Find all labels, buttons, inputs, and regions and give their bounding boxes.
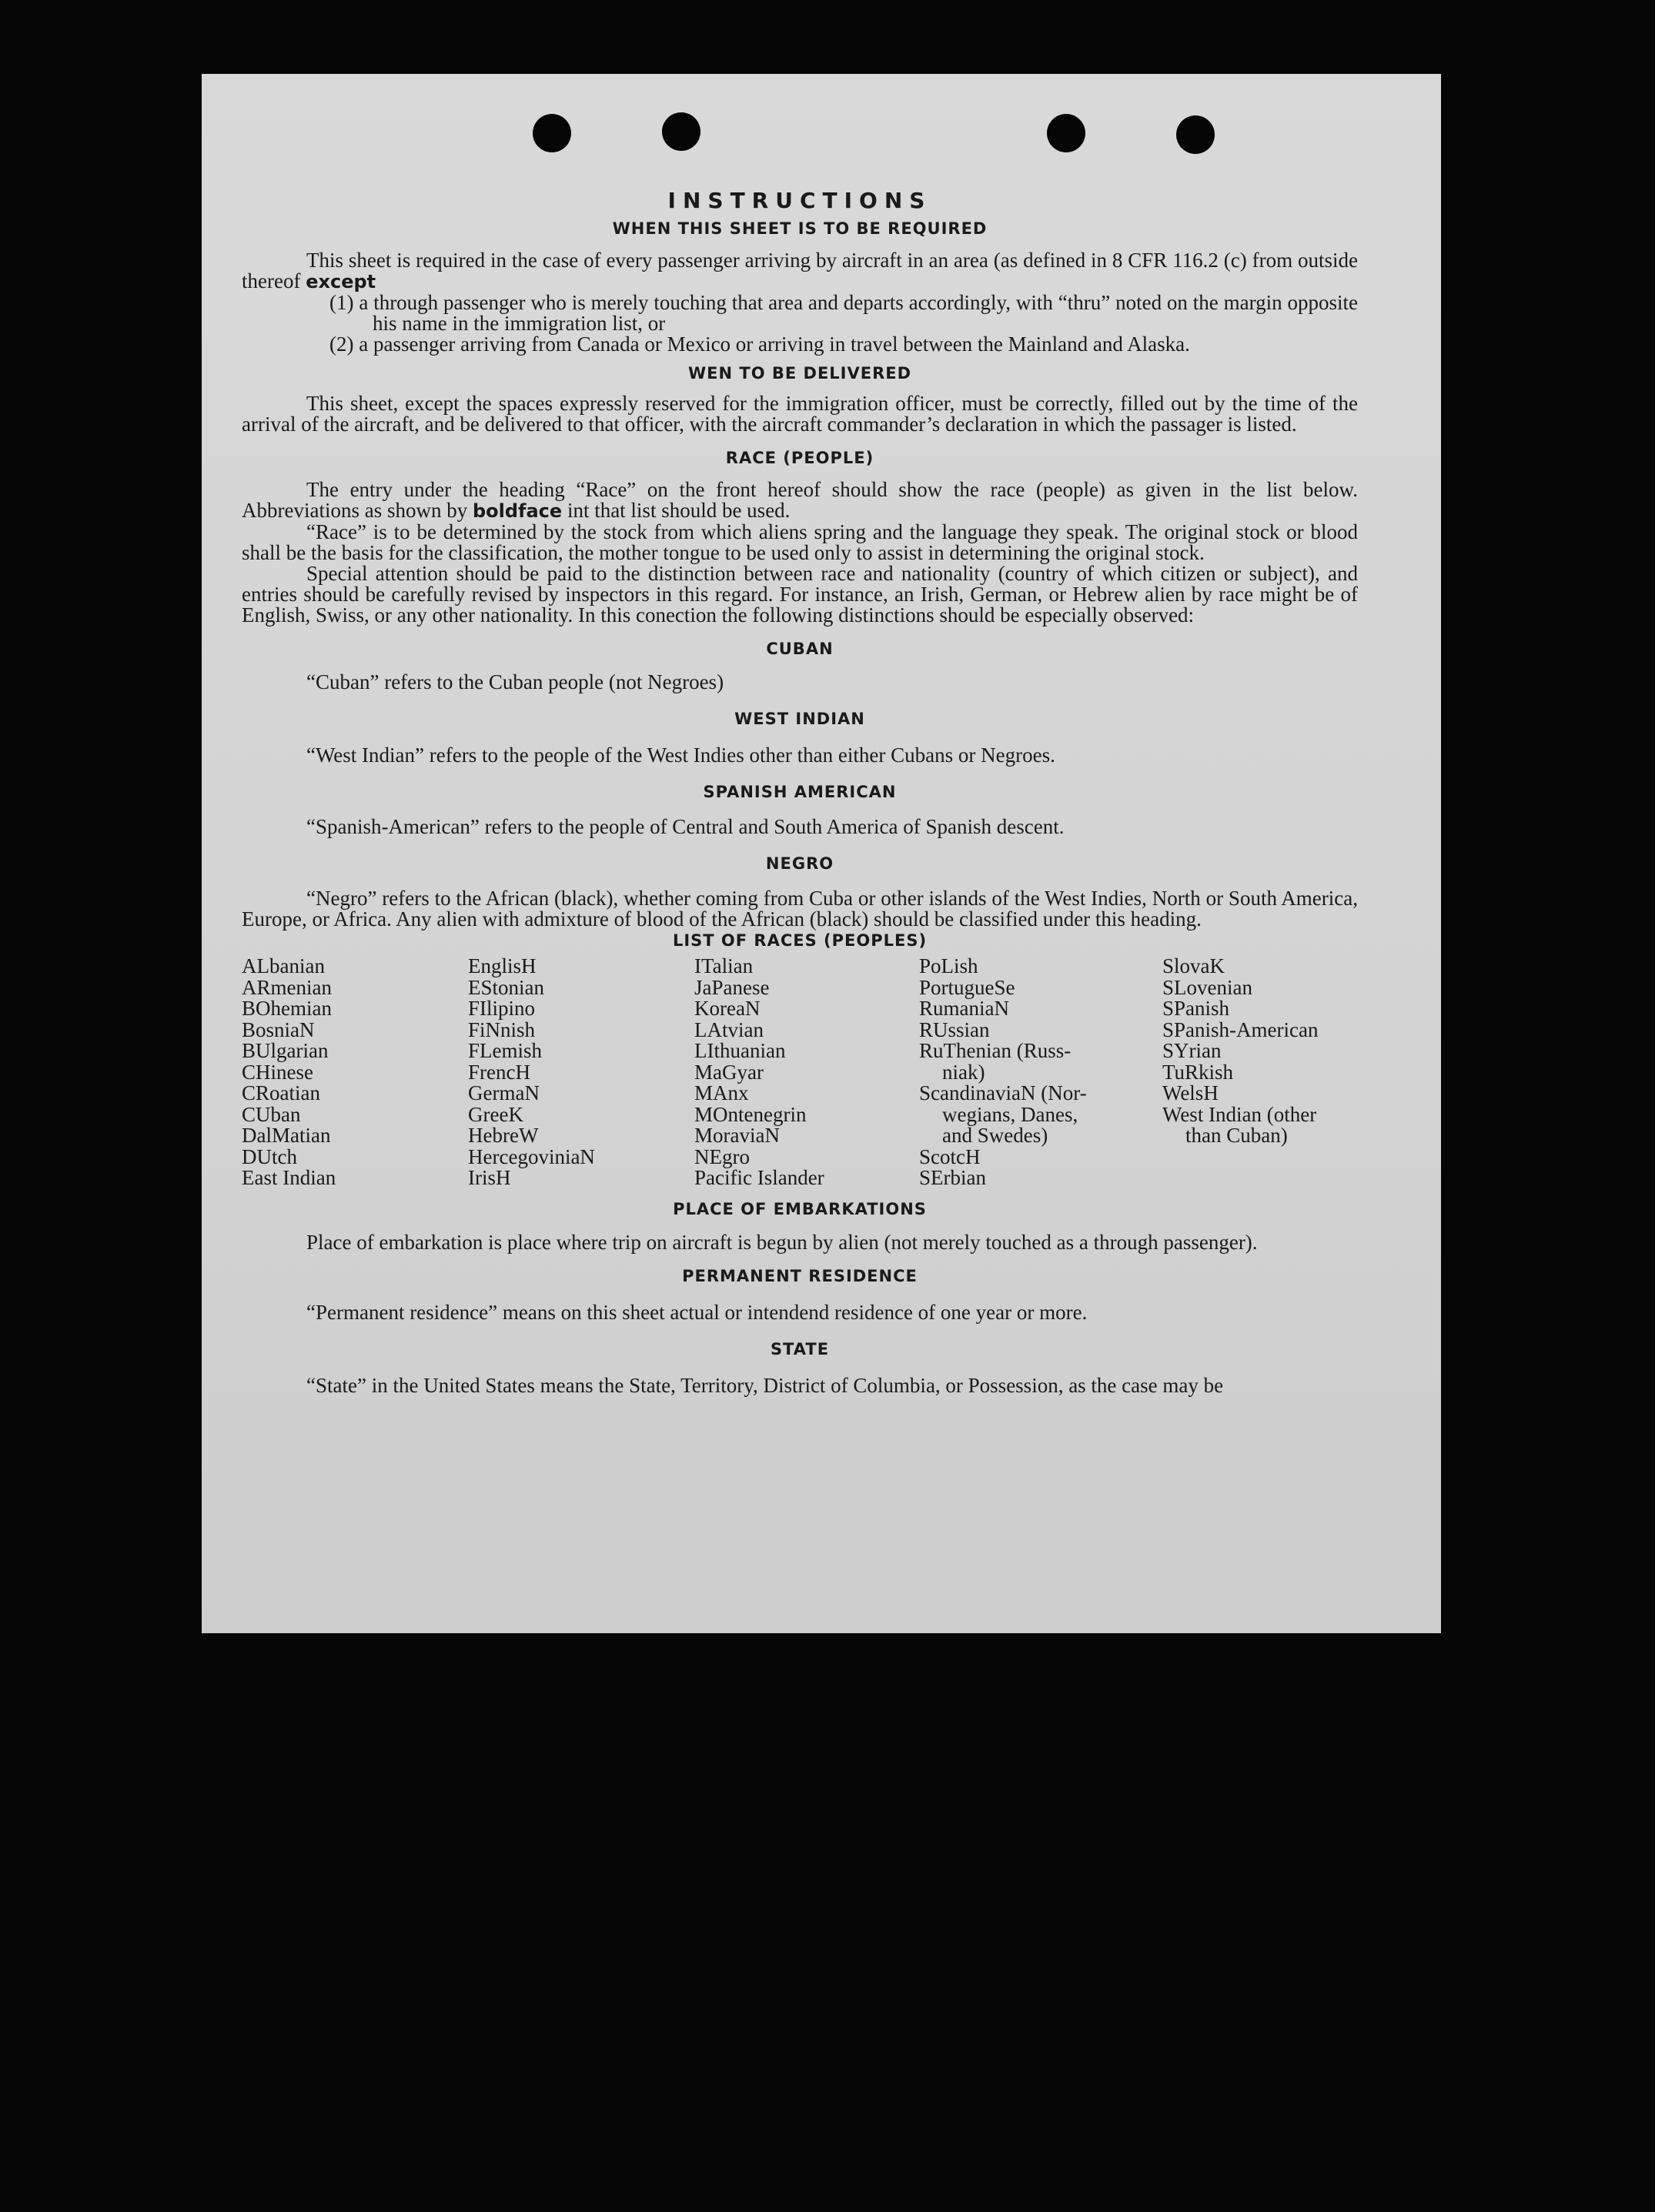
race-item: BosniaN <box>242 1017 315 1041</box>
section-heading-residence: PERMANENT RESIDENCE <box>682 1266 918 1285</box>
race-item: EnglisH <box>468 954 537 977</box>
race-item: RuThenian (Russ- <box>919 1039 1072 1062</box>
except-bold: except <box>306 271 376 292</box>
race-item: ScotcH <box>919 1144 981 1168</box>
race-item-continuation: and Swedes) <box>942 1124 1048 1147</box>
race-item-continuation: wegians, Danes, <box>942 1102 1078 1126</box>
race-item: FLemish <box>468 1039 543 1062</box>
race-item: DUtch <box>242 1144 297 1168</box>
race-item: SErbian <box>919 1166 986 1189</box>
required-item-2: (2) a passenger arriving from Canada or Mexico or arriving in travel between the Mainland and Alaska. <box>329 332 1190 356</box>
page-title: INSTRUCTIONS <box>667 188 932 213</box>
race-item: LIthuanian <box>694 1039 786 1062</box>
required-intro: This sheet is required in the case of every passenger arriving by aircraft in an area (as defined in 8 CFR 116.2 (c) from outside thereof except <box>242 249 1358 292</box>
race-item: West Indian (other <box>1162 1102 1317 1126</box>
race-item: MAnx <box>694 1081 749 1104</box>
delivered-text: This sheet, except the spaces expressly reserved for the immigration officer, must be correctly, filled out by the time of the arrival of the aircraft, and be delivered to that officer, with the aircraft commander’s declaration in which the passager is listed. <box>242 392 1358 436</box>
races-column-4 <box>919 956 1162 1189</box>
race-item: SPanish <box>1162 997 1230 1020</box>
embarkation-text: Place of embarkation is place where trip on aircraft is begun by alien (not merely touched as a through passenger). <box>306 1230 1258 1254</box>
race-paragraph-3: Special attention should be paid to the distinction between race and nationality (country of which citizen or subject), and entries should be carefully revised by inspectors in this regard. For instance, an Irish, German, or Hebrew alien by race might be of English, Swiss, or any other nationality. In this conection the following distinctions should be especially observed: <box>242 562 1358 627</box>
race-item: IrisH <box>468 1166 511 1189</box>
race-item: HebreW <box>468 1124 539 1147</box>
punch-hole <box>1176 115 1215 154</box>
race-item: TuRkish <box>1162 1060 1234 1084</box>
race-item: MOntenegrin <box>694 1102 807 1126</box>
races-column-5 <box>1162 956 1358 1189</box>
race-item: HercegoviniaN <box>468 1144 595 1168</box>
race-paragraph-2: “Race” is to be determined by the stock from which aliens spring and the language they speak. The original stock or blood shall be the basis for the classification, the mother tongue to be used only to assist in determining the original stock. <box>242 520 1358 564</box>
race-item: NEgro <box>694 1144 750 1168</box>
section-heading-west-indian: WEST INDIAN <box>734 710 865 728</box>
race-item: JaPanese <box>694 975 770 999</box>
race-paragraph-1: The entry under the heading “Race” on the front hereof should show the race (people) as given in the list below. Abbreviations as shown by boldface int that list should be used. <box>242 478 1358 522</box>
race-item-continuation: niak) <box>942 1060 985 1084</box>
section-heading-cuban: CUBAN <box>766 640 834 658</box>
race-item: CHinese <box>242 1060 313 1084</box>
race-item: SYrian <box>1162 1039 1222 1062</box>
spanish-american-text: “Spanish-American” refers to the people of Central and South America of Spanish descent. <box>306 815 1065 838</box>
races-column-3 <box>694 956 919 1189</box>
required-item-1: (1) a through passenger who is merely touching that area and departs accordingly, with “thru” noted on the margin opposite his name in the immigration list, or <box>329 291 1358 335</box>
boldface-bold: boldface <box>472 500 563 522</box>
instructions-content <box>242 188 1358 1396</box>
race-item: ScandinaviaN (Nor- <box>919 1081 1087 1104</box>
race-item: MoraviaN <box>694 1124 780 1147</box>
races-list <box>242 956 1358 1189</box>
punch-hole <box>1047 114 1085 152</box>
punch-hole <box>662 112 700 151</box>
section-heading-negro: NEGRO <box>765 854 834 873</box>
section-heading-required: WHEN THIS SHEET IS TO BE REQUIRED <box>612 219 988 238</box>
cuban-text: “Cuban” refers to the Cuban people (not Negroes) <box>306 670 724 693</box>
race-item: RumaniaN <box>919 997 1009 1020</box>
negro-text: “Negro” refers to the African (black), whether coming from Cuba or other islands of the West Indies, North or South America, Europe, or Africa. Any alien with admixture of blood of the African (black) should be classified under this heading. <box>242 887 1358 931</box>
section-heading-races: LIST OF RACES (PEOPLES) <box>672 931 928 950</box>
race-item: LAtvian <box>694 1017 764 1041</box>
section-heading-delivered: WEN TO BE DELIVERED <box>687 364 912 383</box>
race-item: CRoatian <box>242 1081 320 1104</box>
punch-hole <box>533 114 571 152</box>
races-column-2 <box>468 956 694 1189</box>
race-item: SPanish-American <box>1162 1017 1319 1041</box>
state-text: “State” in the United States means the State, Territory, District of Columbia, or Possession, as the case may be <box>306 1373 1224 1397</box>
race-item-continuation: than Cuban) <box>1185 1124 1288 1147</box>
race-item: Pacific Islander <box>694 1166 824 1189</box>
race-item: ARmenian <box>242 975 332 999</box>
race-item: MaGyar <box>694 1060 764 1084</box>
races-column-1 <box>242 956 468 1189</box>
document-sheet <box>202 74 1441 1633</box>
section-heading-spanish-american: SPANISH AMERICAN <box>703 783 897 801</box>
race-item: RUssian <box>919 1017 990 1041</box>
section-heading-state: STATE <box>770 1339 830 1358</box>
section-heading-embarkation: PLACE OF EMBARKATIONS <box>673 1199 927 1218</box>
race-item: GermaN <box>468 1081 540 1104</box>
residence-text: “Permanent residence” means on this sheet actual or intendend residence of one year or more. <box>306 1300 1088 1324</box>
race-item: East Indian <box>242 1166 336 1189</box>
race-item: FIlipino <box>468 997 536 1020</box>
race-item: FiNnish <box>468 1017 536 1041</box>
west-indian-text: “West Indian” refers to the people of the West Indies other than either Cubans or Negroes. <box>306 743 1055 767</box>
race-item: ALbanian <box>242 954 325 977</box>
race-item: CUban <box>242 1102 301 1126</box>
race-item: ITalian <box>694 954 754 977</box>
race-item: BOhemian <box>242 997 332 1020</box>
section-heading-race: RACE (PEOPLE) <box>725 449 874 467</box>
race-item: FrencH <box>468 1060 530 1084</box>
race-item: PortugueSe <box>919 975 1015 999</box>
race-item: WelsH <box>1162 1081 1219 1104</box>
race-item: PoLish <box>919 954 978 977</box>
race-item: KoreaN <box>694 997 761 1020</box>
race-item: SlovaK <box>1162 954 1225 977</box>
race-item: EStonian <box>468 975 544 999</box>
race-item: GreeK <box>468 1102 523 1126</box>
race-item: SLovenian <box>1162 975 1252 999</box>
race-item: DalMatian <box>242 1124 331 1147</box>
race-item: BUlgarian <box>242 1039 329 1062</box>
